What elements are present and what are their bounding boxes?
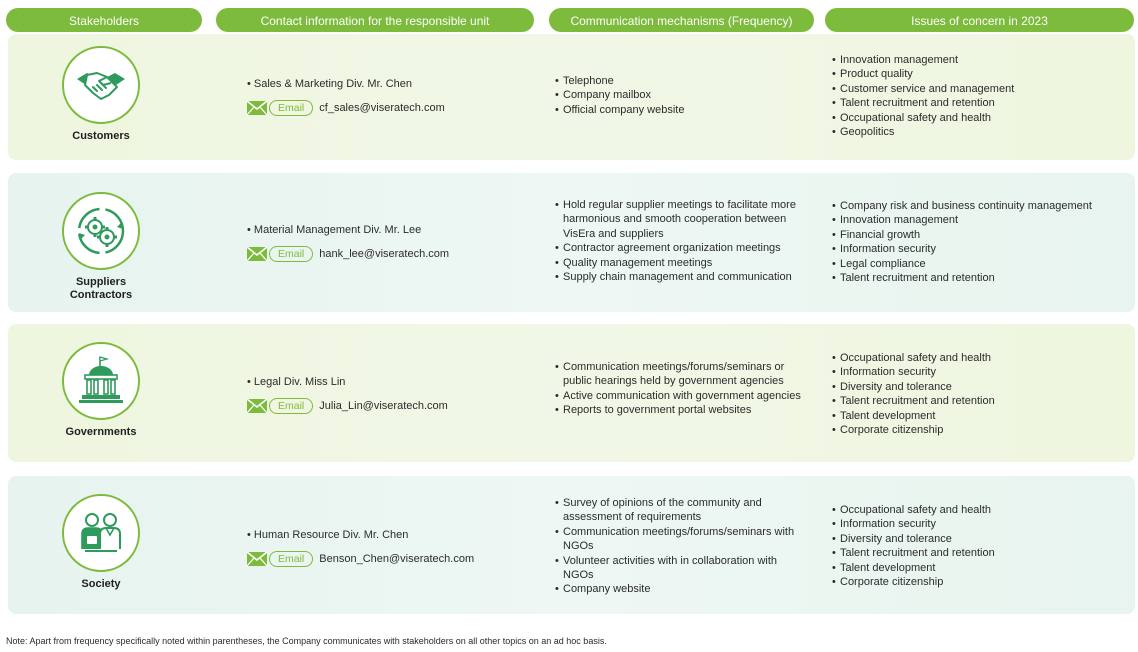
email-row	[247, 100, 445, 116]
list-item: • Information security	[832, 365, 1132, 379]
stakeholder-row-customers	[8, 34, 1135, 160]
mechanism-list	[555, 74, 805, 117]
stakeholder-cell	[8, 192, 194, 302]
stakeholder-cell	[8, 494, 194, 591]
issue-list	[832, 199, 1132, 285]
issue-list	[832, 351, 1132, 437]
contact-block	[247, 223, 449, 262]
list-item: • Talent recruitment and retention	[832, 271, 1132, 285]
list-item: • Telephone	[555, 74, 805, 88]
list-item: • Occupational safety and health	[832, 351, 1132, 365]
email-address[interactable]: hank_lee@viseratech.com	[319, 248, 450, 260]
stakeholder-name: Governments	[65, 426, 137, 438]
stakeholder-row-governments	[8, 324, 1135, 462]
issue-list	[832, 53, 1132, 139]
mechanism-list	[555, 198, 805, 284]
list-item: • Product quality	[832, 67, 1132, 81]
list-item: • Communication meetings/forums/seminars or public hearings held by government agencies	[555, 360, 805, 389]
stakeholder-name: Suppliers Contractors	[69, 276, 133, 301]
list-item: • Diversity and tolerance	[832, 380, 1132, 394]
list-item: • Corporate citizenship	[832, 575, 1132, 589]
list-item: • Talent recruitment and retention	[832, 546, 1132, 560]
envelope-icon	[247, 247, 267, 261]
list-item: • Company mailbox	[555, 88, 805, 102]
list-item: • Communication meetings/forums/seminars with NGOs	[555, 525, 805, 554]
list-item: • Contractor agreement organization meetings	[555, 241, 805, 255]
email-row	[247, 398, 448, 414]
list-item: • Legal compliance	[832, 257, 1132, 271]
list-item: • Supply chain management and communication	[555, 270, 805, 284]
responsible-unit: • Legal Div. Miss Lin	[247, 376, 346, 388]
responsible-unit: • Sales & Marketing Div. Mr. Chen	[247, 78, 413, 90]
list-item: • Talent development	[832, 409, 1132, 423]
list-item: • Talent recruitment and retention	[832, 394, 1132, 408]
list-item: • Occupational safety and health	[832, 503, 1132, 517]
responsible-unit: • Human Resource Div. Mr. Chen	[247, 529, 409, 541]
contact-block	[247, 375, 448, 414]
stakeholder-icon-badge	[62, 342, 140, 420]
list-item: • Company website	[555, 582, 805, 596]
list-item: • Talent development	[832, 561, 1132, 575]
list-item: • Innovation management	[832, 213, 1132, 227]
stakeholder-name: Customers	[72, 130, 130, 142]
list-item: • Occupational safety and health	[832, 111, 1132, 125]
email-label: Email	[269, 100, 313, 116]
list-item: • Financial growth	[832, 228, 1132, 242]
list-item: • Company risk and business continuity management	[832, 199, 1132, 213]
list-item: • Survey of opinions of the community and assessment of requirements	[555, 496, 805, 525]
list-item: • Corporate citizenship	[832, 423, 1132, 437]
stakeholder-cell	[8, 342, 194, 439]
list-item: • Information security	[832, 242, 1132, 256]
email-label: Email	[269, 398, 313, 414]
list-item: • Diversity and tolerance	[832, 532, 1132, 546]
stakeholder-row-suppliers	[8, 173, 1135, 312]
header-stakeholders: Stakeholders	[6, 8, 202, 32]
government-building-icon	[73, 353, 129, 409]
list-item: • Official company website	[555, 103, 805, 117]
stakeholder-cell	[8, 46, 194, 143]
stakeholder-icon-badge	[62, 46, 140, 124]
list-item: • Geopolitics	[832, 125, 1132, 139]
header-contact: Contact information for the responsible unit	[216, 8, 534, 32]
list-item: • Quality management meetings	[555, 256, 805, 270]
envelope-icon	[247, 552, 267, 566]
header-issues: Issues of concern in 2023	[825, 8, 1134, 32]
email-address[interactable]: Benson_Chen@viseratech.com	[319, 553, 475, 565]
list-item: • Hold regular supplier meetings to facilitate more harmonious and smooth cooperation between VisEra and suppliers	[555, 198, 805, 241]
email-label: Email	[269, 246, 313, 262]
issue-list	[832, 503, 1132, 589]
email-address[interactable]: cf_sales@viseratech.com	[319, 102, 445, 114]
list-item: • Volunteer activities with in collaboration with NGOs	[555, 554, 805, 583]
gears-cycle-icon	[73, 203, 129, 259]
list-item: • Innovation management	[832, 53, 1132, 67]
stakeholder-icon-badge	[62, 494, 140, 572]
handshake-icon	[73, 57, 129, 113]
list-item: • Reports to government portal websites	[555, 403, 805, 417]
list-item: • Active communication with government agencies	[555, 389, 805, 403]
list-item: • Customer service and management	[832, 82, 1132, 96]
list-item: • Talent recruitment and retention	[832, 96, 1132, 110]
envelope-icon	[247, 101, 267, 115]
stakeholder-name: Society	[81, 578, 121, 590]
email-address[interactable]: Julia_Lin@viseratech.com	[319, 400, 448, 412]
header-mechanisms: Communication mechanisms (Frequency)	[549, 8, 814, 32]
contact-block	[247, 528, 474, 567]
email-row	[247, 246, 449, 262]
stakeholder-icon-badge	[62, 192, 140, 270]
footnote: Note: Apart from frequency specifically noted within parentheses, the Company communicates with stakeholders on all other topics on an ad hoc basis.	[6, 636, 607, 646]
people-group-icon	[73, 505, 129, 561]
stakeholder-row-society	[8, 476, 1135, 614]
envelope-icon	[247, 399, 267, 413]
mechanism-list	[555, 360, 805, 418]
email-label: Email	[269, 551, 313, 567]
responsible-unit: • Material Management Div. Mr. Lee	[247, 224, 422, 236]
email-row	[247, 551, 474, 567]
contact-block	[247, 77, 445, 116]
list-item: • Information security	[832, 517, 1132, 531]
mechanism-list	[555, 496, 805, 597]
